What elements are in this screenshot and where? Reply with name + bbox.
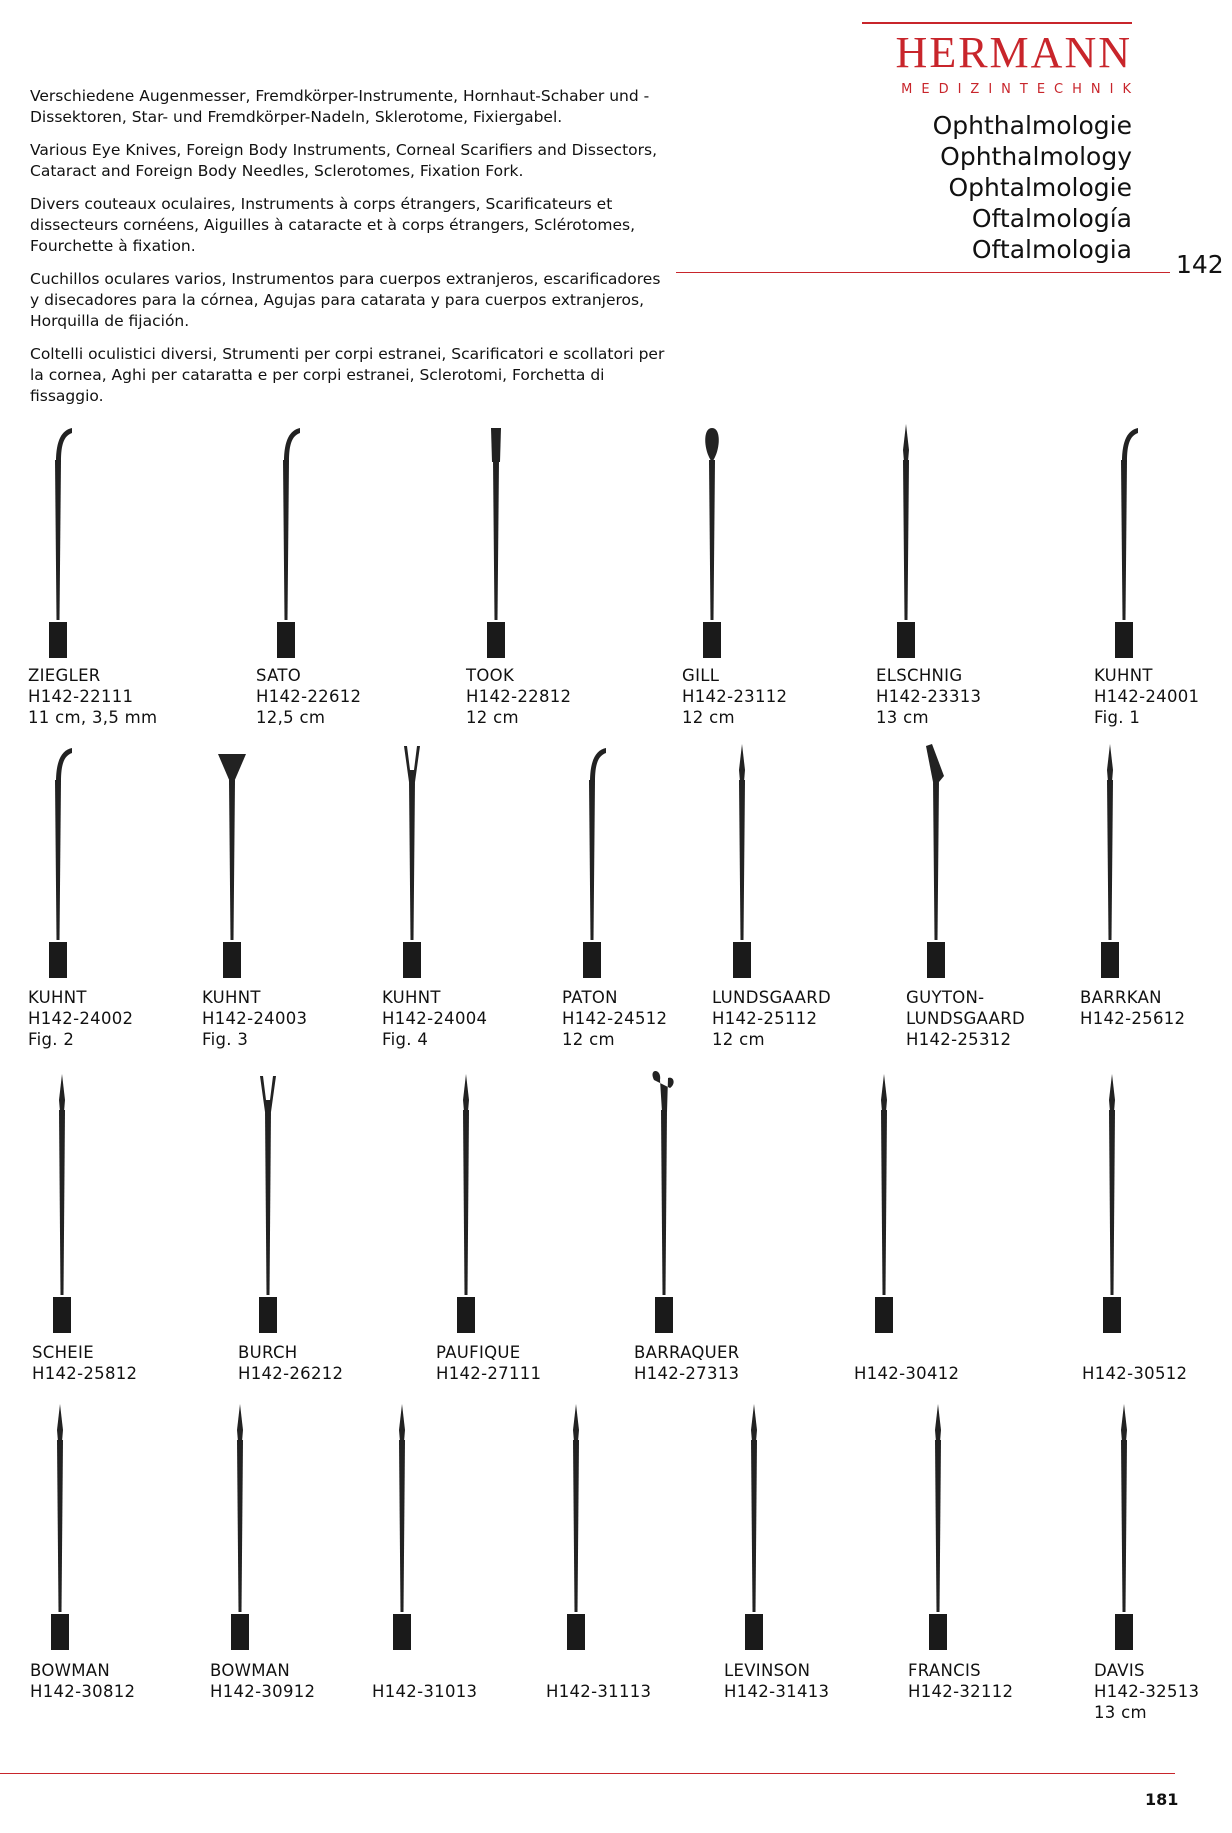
instrument-tip xyxy=(1121,1404,1127,1442)
instrument-handle xyxy=(1101,942,1119,978)
instrument-name: BOWMAN xyxy=(210,1661,290,1680)
instrument-caption xyxy=(906,987,1025,1050)
instrument-caption xyxy=(1094,665,1199,728)
instrument-code: H142-32513 xyxy=(1094,1682,1200,1701)
instrument-item xyxy=(854,1070,1044,1383)
instrument-name: FRANCIS xyxy=(908,1661,981,1680)
instrument-name: ELSCHNIG xyxy=(876,666,963,685)
instrument-name: GUYTON- xyxy=(906,988,985,1007)
instrument-tip xyxy=(1107,744,1113,782)
instrument-figure xyxy=(724,1400,784,1652)
instrument-tip xyxy=(56,748,72,782)
instrument-name: PAUFIQUE xyxy=(436,1343,521,1362)
instrument-code: H142-22111 xyxy=(28,687,134,706)
instrument-shaft xyxy=(709,460,715,620)
instrument-handle xyxy=(51,1614,69,1650)
instrument-tip xyxy=(491,428,501,462)
instrument-detail: 12 cm xyxy=(562,1030,615,1049)
instrument-handle xyxy=(897,622,915,658)
instrument-tip xyxy=(1109,1074,1115,1112)
instrument-tip xyxy=(573,1404,579,1442)
instrument-code: H142-25812 xyxy=(32,1364,138,1383)
instrument-caption xyxy=(682,665,787,728)
instrument-handle xyxy=(1115,622,1133,658)
instrument-item xyxy=(1082,1070,1232,1383)
instrument-figure xyxy=(238,1070,298,1335)
instrument-tip xyxy=(751,1404,757,1442)
instrument-figure xyxy=(634,1070,694,1335)
instrument-code: H142-27111 xyxy=(436,1364,542,1383)
instrument-figure xyxy=(908,1400,968,1652)
instrument-caption xyxy=(238,1342,343,1384)
instrument-tip xyxy=(59,1074,65,1112)
instrument-handle xyxy=(733,942,751,978)
instrument-item xyxy=(28,420,218,727)
instrument-caption xyxy=(1082,1363,1187,1384)
instrument-caption xyxy=(724,1660,829,1702)
instrument-shaft xyxy=(1107,780,1113,940)
intro-de: Verschiedene Augenmesser, Fremdkörper-Instrumente, Hornhaut-Schaber und -Dissektoren, Star- und Fremdkörper-Nadeln, Sklerotome, Fixiergabel. xyxy=(30,87,650,126)
instrument-item xyxy=(466,420,656,727)
chapter-rule xyxy=(676,272,1170,273)
instrument-figure xyxy=(906,740,966,980)
instrument-shaft xyxy=(57,1440,63,1612)
instrument-item xyxy=(372,1400,562,1701)
instrument-code: H142-24512 xyxy=(562,1009,668,1028)
instrument-name: LEVINSON xyxy=(724,1661,811,1680)
instrument-name: PATON xyxy=(562,988,618,1007)
instrument-tip xyxy=(56,428,72,462)
instrument-code: H142-26212 xyxy=(238,1364,344,1383)
instrument-shaft xyxy=(751,1440,757,1612)
instrument-figure xyxy=(382,740,442,980)
instrument-code: H142-22812 xyxy=(466,687,572,706)
page-number: 181 xyxy=(1145,1790,1179,1809)
instrument-shaft xyxy=(739,780,745,940)
instrument-item xyxy=(712,740,902,1049)
instrument-shaft xyxy=(1109,1110,1115,1295)
instrument-code: H142-32112 xyxy=(908,1682,1014,1701)
instrument-code: H142-30512 xyxy=(1082,1364,1188,1383)
instrument-handle xyxy=(703,622,721,658)
instrument-handle xyxy=(655,1297,673,1333)
instrument-caption xyxy=(210,1660,315,1702)
instrument-detail: 13 cm xyxy=(876,708,929,727)
instrument-shaft xyxy=(933,780,939,940)
instrument-name: BARRAQUER xyxy=(634,1343,740,1362)
instrument-code: H142-30412 xyxy=(854,1364,960,1383)
chapter-number: 142 xyxy=(1176,250,1224,279)
brand-logo: HERMANN xyxy=(895,28,1132,77)
instrument-item xyxy=(1094,1400,1232,1722)
instrument-item xyxy=(30,1400,220,1701)
instrument-tip xyxy=(903,424,909,462)
instrument-handle xyxy=(223,942,241,978)
instrument-figure xyxy=(28,420,88,660)
instrument-code: H142-23313 xyxy=(876,687,982,706)
instrument-figure xyxy=(546,1400,606,1652)
instrument-caption xyxy=(908,1660,1013,1702)
instrument-figure xyxy=(1082,1070,1142,1335)
instrument-handle xyxy=(927,942,945,978)
instrument-item xyxy=(28,740,218,1049)
instrument-item xyxy=(436,1070,626,1383)
instrument-tip xyxy=(935,1404,941,1442)
instrument-caption xyxy=(28,665,157,728)
instrument-code: H142-22612 xyxy=(256,687,362,706)
instrument-code: H142-24001 xyxy=(1094,687,1200,706)
instrument-name: BURCH xyxy=(238,1343,298,1362)
instrument-caption xyxy=(712,987,831,1050)
instrument-handle xyxy=(929,1614,947,1650)
instrument-name: LUNDSGAARD xyxy=(906,1009,1025,1028)
instrument-code: H142-24004 xyxy=(382,1009,488,1028)
intro-en: Various Eye Knives, Foreign Body Instruments, Corneal Scarifiers and Dissectors, Cataract and Foreign Body Needles, Sclerotomes, Fixation Fork. xyxy=(30,141,658,180)
footer-rule xyxy=(0,1773,1175,1774)
instrument-caption xyxy=(546,1681,651,1702)
instrument-handle xyxy=(875,1297,893,1333)
instrument-shaft xyxy=(237,1440,243,1612)
instrument-code: H142-31113 xyxy=(546,1682,652,1701)
instrument-figure xyxy=(712,740,772,980)
instrument-name: GILL xyxy=(682,666,720,685)
instrument-figure xyxy=(854,1070,914,1335)
instrument-figure xyxy=(562,740,622,980)
instrument-item xyxy=(1080,740,1232,1028)
instrument-handle xyxy=(567,1614,585,1650)
instrument-figure xyxy=(436,1070,496,1335)
instrument-item xyxy=(256,420,446,727)
instrument-code: H142-24002 xyxy=(28,1009,134,1028)
instrument-caption xyxy=(854,1363,959,1384)
instrument-tip xyxy=(652,1071,673,1112)
instrument-handle xyxy=(393,1614,411,1650)
instrument-item xyxy=(546,1400,736,1701)
intro-it: Coltelli oculistici diversi, Strumenti per corpi estranei, Scarificatori e scollatori per la cornea, Aghi per cataratta e per corpi estranei, Sclerotomi, Forchetta di fissaggio. xyxy=(30,345,665,405)
instrument-handle xyxy=(583,942,601,978)
instrument-shaft xyxy=(399,1440,405,1612)
instrument-caption xyxy=(1080,987,1185,1029)
instrument-shaft xyxy=(265,1110,271,1295)
section-title-es: Oftalmología xyxy=(971,204,1132,233)
instrument-shaft xyxy=(903,460,909,620)
instrument-detail: Fig. 4 xyxy=(382,1030,429,1049)
instrument-figure xyxy=(372,1400,432,1652)
instrument-caption xyxy=(562,987,667,1050)
instrument-figure xyxy=(202,740,262,980)
instrument-code: H142-31413 xyxy=(724,1682,830,1701)
instrument-tip xyxy=(739,744,745,782)
instrument-name: KUHNT xyxy=(1094,666,1153,685)
section-title-de: Ophthalmologie xyxy=(932,111,1132,140)
instrument-detail: 11 cm, 3,5 mm xyxy=(28,708,158,727)
instrument-tip xyxy=(705,428,719,462)
instrument-name: SCHEIE xyxy=(32,1343,94,1362)
instrument-detail: 12 cm xyxy=(466,708,519,727)
instrument-shaft xyxy=(1121,1440,1127,1612)
instrument-code: H142-30912 xyxy=(210,1682,316,1701)
instrument-code: H142-27313 xyxy=(634,1364,740,1383)
instrument-caption xyxy=(436,1342,541,1384)
instrument-item xyxy=(202,740,392,1049)
instrument-code: H142-25312 xyxy=(906,1030,1012,1049)
instrument-tip xyxy=(399,1404,405,1442)
instrument-handle xyxy=(1103,1297,1121,1333)
section-title-it: Oftalmologia xyxy=(971,235,1132,264)
instrument-shaft xyxy=(409,780,415,940)
instrument-figure xyxy=(256,420,316,660)
instrument-caption xyxy=(466,665,571,728)
instrument-figure xyxy=(210,1400,270,1652)
instrument-code: H142-25112 xyxy=(712,1009,818,1028)
instrument-handle xyxy=(403,942,421,978)
instrument-name: KUHNT xyxy=(28,988,87,1007)
instrument-name: DAVIS xyxy=(1094,1661,1145,1680)
instrument-tip xyxy=(926,744,944,782)
instrument-shaft xyxy=(229,780,235,940)
section-title-fr: Ophtalmologie xyxy=(948,173,1132,202)
instrument-detail: Fig. 3 xyxy=(202,1030,249,1049)
instrument-tip xyxy=(881,1074,887,1112)
instrument-shaft xyxy=(589,780,595,940)
instrument-shaft xyxy=(661,1110,667,1295)
instrument-shaft xyxy=(935,1440,941,1612)
instrument-tip xyxy=(260,1076,276,1112)
instrument-name: ZIEGLER xyxy=(28,666,101,685)
instrument-code: H142-23112 xyxy=(682,687,788,706)
instrument-item xyxy=(908,1400,1098,1701)
instrument-detail: Fig. 2 xyxy=(28,1030,75,1049)
instrument-handle xyxy=(49,942,67,978)
instrument-tip xyxy=(218,754,246,782)
instrument-name: KUHNT xyxy=(202,988,261,1007)
instrument-tip xyxy=(57,1404,63,1442)
instrument-item xyxy=(382,740,572,1049)
brand-block xyxy=(862,22,1140,97)
instrument-detail: 12,5 cm xyxy=(256,708,326,727)
instrument-figure xyxy=(682,420,742,660)
brand-top-rule xyxy=(862,22,1132,24)
instrument-tip xyxy=(590,748,606,782)
instrument-shaft xyxy=(283,460,289,620)
instrument-shaft xyxy=(59,1110,65,1295)
section-titles xyxy=(933,110,1132,265)
instrument-shaft xyxy=(1121,460,1127,620)
intro-es: Cuchillos oculares varios, Instrumentos para cuerpos extranjeros, escarificadores y disecadores para la córnea, Agujas para catarata y para cuerpos extranjeros, Horquilla de fijación. xyxy=(30,270,661,330)
instrument-item xyxy=(724,1400,914,1701)
instrument-caption xyxy=(382,987,487,1050)
section-title-en: Ophthalmology xyxy=(940,142,1132,171)
instrument-code: H142-24003 xyxy=(202,1009,308,1028)
instrument-item xyxy=(634,1070,824,1383)
instrument-name: LUNDSGAARD xyxy=(712,988,831,1007)
instrument-tip xyxy=(1122,428,1138,462)
instrument-handle xyxy=(457,1297,475,1333)
instrument-item xyxy=(1094,420,1232,727)
instrument-shaft xyxy=(573,1440,579,1612)
instrument-detail: Fig. 1 xyxy=(1094,708,1141,727)
instrument-caption xyxy=(202,987,307,1050)
instrument-handle xyxy=(277,622,295,658)
instrument-handle xyxy=(745,1614,763,1650)
instrument-item xyxy=(32,1070,222,1383)
instrument-shaft xyxy=(463,1110,469,1295)
instrument-name: SATO xyxy=(256,666,302,685)
instrument-code: H142-31013 xyxy=(372,1682,478,1701)
instrument-item xyxy=(238,1070,428,1383)
instrument-caption xyxy=(32,1342,137,1384)
instrument-code: H142-30812 xyxy=(30,1682,136,1701)
instrument-name: BARRKAN xyxy=(1080,988,1162,1007)
brand-tagline: MEDIZINTECHNIK xyxy=(901,82,1140,97)
instrument-tip xyxy=(463,1074,469,1112)
instrument-code: H142-25612 xyxy=(1080,1009,1186,1028)
instrument-item xyxy=(876,420,1066,727)
instrument-shaft xyxy=(493,460,499,620)
instrument-name: BOWMAN xyxy=(30,1661,110,1680)
instrument-figure xyxy=(876,420,936,660)
instrument-detail: 12 cm xyxy=(682,708,735,727)
instrument-handle xyxy=(49,622,67,658)
instrument-shaft xyxy=(881,1110,887,1295)
instrument-detail: 13 cm xyxy=(1094,1703,1147,1722)
instrument-figure xyxy=(1080,740,1140,980)
instrument-figure xyxy=(1094,1400,1154,1652)
instrument-figure xyxy=(32,1070,92,1335)
instrument-handle xyxy=(231,1614,249,1650)
instrument-caption xyxy=(634,1342,740,1384)
instrument-tip xyxy=(284,428,300,462)
instrument-figure xyxy=(1094,420,1154,660)
instrument-handle xyxy=(1115,1614,1133,1650)
intro-text xyxy=(30,86,670,419)
intro-fr: Divers couteaux oculaires, Instruments à corps étrangers, Scarificateurs et dissecteurs cornéens, Aiguilles à cataracte et à corps étrangers, Sclérotomes, Fourchette à fixation. xyxy=(30,195,635,255)
instrument-item xyxy=(682,420,872,727)
instrument-figure xyxy=(466,420,526,660)
instrument-figure xyxy=(28,740,88,980)
instrument-item xyxy=(906,740,1096,1049)
instrument-caption xyxy=(256,665,361,728)
instrument-tip xyxy=(404,746,420,782)
instrument-shaft xyxy=(55,780,61,940)
instrument-caption xyxy=(1094,1660,1199,1723)
instrument-handle xyxy=(259,1297,277,1333)
instrument-handle xyxy=(53,1297,71,1333)
instrument-shaft xyxy=(55,460,61,620)
instrument-handle xyxy=(487,622,505,658)
instrument-tip xyxy=(237,1404,243,1442)
instrument-caption xyxy=(28,987,133,1050)
instrument-name: KUHNT xyxy=(382,988,441,1007)
instrument-caption xyxy=(30,1660,135,1702)
instrument-detail: 12 cm xyxy=(712,1030,765,1049)
instrument-name: TOOK xyxy=(466,666,515,685)
instrument-caption xyxy=(372,1681,477,1702)
instrument-figure xyxy=(30,1400,90,1652)
instrument-caption xyxy=(876,665,981,728)
